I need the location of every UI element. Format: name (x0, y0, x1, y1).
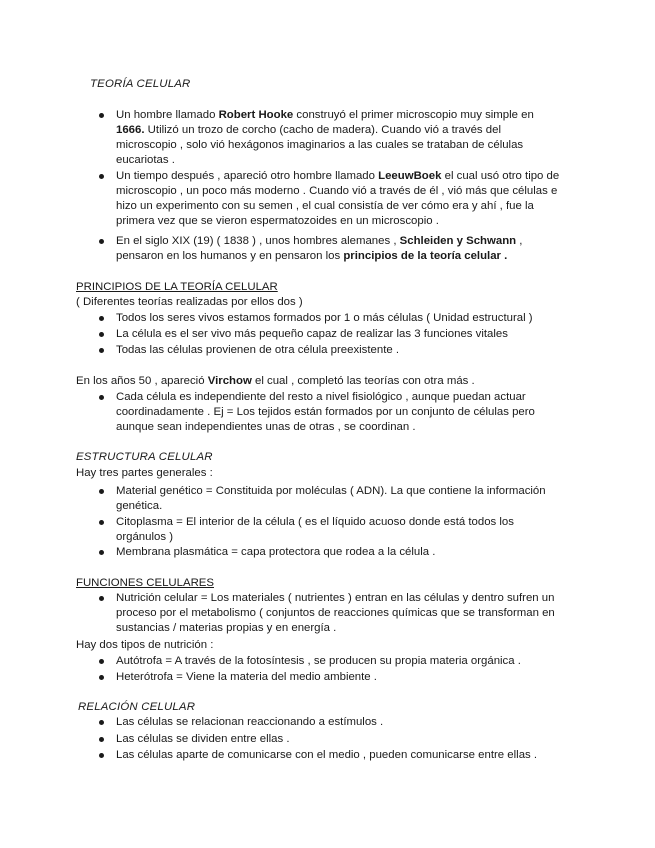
text: Un tiempo después , apareció otro hombre llamado (116, 170, 379, 182)
name-robert-hooke: Robert Hooke (218, 109, 294, 121)
bullet-icon (99, 239, 104, 244)
estructura-heading: ESTRUCTURA CELULAR (76, 451, 213, 463)
principio-item: Todas las células provienen de otra célula preexistente . (116, 344, 400, 356)
text: Citoplasma = El interior de la célula ( es el líquido acuoso donde está todos los (116, 516, 514, 528)
funciones-heading: FUNCIONES CELULARES (76, 577, 214, 589)
leeuwenhoek-paragraph (116, 169, 559, 229)
text: pensaron en los humanos y en pensaron los (116, 250, 344, 262)
text: eucariotas . (116, 154, 175, 166)
text: En los años 50 , apareció (76, 375, 208, 387)
bullet-icon (99, 489, 104, 494)
text: Nutrición celular = Los materiales ( nutrientes ) entran en las células y dentro sufren un (116, 592, 555, 604)
virchow-item (116, 390, 535, 435)
funciones-subtitle: Hay dos tipos de nutrición : (76, 639, 214, 651)
estructura-item (116, 484, 546, 514)
text: genética. (116, 500, 163, 512)
bullet-icon (99, 737, 104, 742)
nutricion-type: Heterótrofa = Viene la materia del medio ambiente . (116, 671, 377, 683)
text: , (516, 235, 523, 247)
text: microscopio , un poco más moderno . Cuando vió a través de él , vió más que células e (116, 185, 558, 197)
year-1666: 1666. (116, 124, 145, 136)
virchow-line (76, 374, 475, 389)
principios-subtitle: ( Diferentes teorías realizadas por ellos dos ) (76, 296, 303, 308)
bullet-icon (99, 174, 104, 179)
estructura-item (116, 515, 514, 545)
schleiden-paragraph (116, 234, 522, 264)
bullet-icon (99, 675, 104, 680)
bullet-icon (99, 659, 104, 664)
relacion-item: Las células aparte de comunicarse con el medio , pueden comunicarse entre ellas . (116, 749, 538, 761)
bullet-icon (99, 596, 104, 601)
principios-link-text: principios de la teoría celular . (343, 250, 508, 262)
text: hizo un experimento con su semen , el cual consistía de ver cómo era y ahí , fue la (116, 200, 534, 212)
text: el cual , completó las teorías con otra más . (251, 375, 475, 387)
bullet-icon (99, 550, 104, 555)
text: Cada célula es independiente del resto a nivel fisiológico , aunque puedan actuar (116, 391, 526, 403)
estructura-subtitle: Hay tres partes generales : (76, 467, 213, 479)
bullet-icon (99, 520, 104, 525)
name-schleiden-schwann: Schleiden y Schwann (399, 235, 517, 247)
relacion-item: Las células se dividen entre ellas . (116, 733, 290, 745)
bullet-icon (99, 753, 104, 758)
bullet-icon (99, 348, 104, 353)
bullet-icon (99, 720, 104, 725)
estructura-item: Membrana plasmática = capa protectora que rodea a la célula . (116, 546, 436, 558)
text: microscopio , solo vió hexágonos imaginarios a las cuales se trataban de células (116, 139, 524, 151)
bullet-icon (99, 332, 104, 337)
nutricion-type: Autótrofa = A través de la fotosíntesis , se producen su propia materia orgánica . (116, 655, 521, 667)
principio-item: La célula es el ser vivo más pequeño capaz de realizar las 3 funciones vitales (116, 328, 508, 340)
text: construyó el primer microscopio muy simple en (293, 109, 534, 121)
page-title: TEORÍA CELULAR (90, 78, 191, 90)
principios-heading: PRINCIPIOS DE LA TEORÍA CELULAR (76, 281, 278, 293)
funciones-item (116, 591, 555, 636)
text: Utilizó un trozo de corcho (cacho de madera). Cuando vió a través del (144, 124, 501, 136)
bullet-icon (99, 113, 104, 118)
name-leeuwboek: LeeuwBoek (378, 170, 442, 182)
text: aunque sean independientes unas de otras , se coordinan . (116, 421, 416, 433)
text: En el siglo XIX (19) ( 1838 ) , unos hombres alemanes , (116, 235, 400, 247)
bullet-icon (99, 316, 104, 321)
text: Un hombre llamado (116, 109, 219, 121)
principio-item: Todos los seres vivos estamos formados por 1 o más células ( Unidad estructural ) (116, 312, 533, 324)
text: sustancias / materias propias y en energía . (116, 622, 337, 634)
name-virchow: Virchow (207, 375, 252, 387)
bullet-icon (99, 395, 104, 400)
text: coordinadamente . Ej = Los tejidos están formados por un conjunto de células pero (116, 406, 535, 418)
text: el cual usó otro tipo de (441, 170, 560, 182)
text: primera vez que se vieron espermatozoides en un microscopio . (116, 215, 439, 227)
text: proceso por el metabolismo ( conjuntos de reacciones químicas que se transforman en (116, 607, 555, 619)
hooke-paragraph (116, 108, 534, 168)
text: Material genético = Constituida por moléculas ( ADN). La que contiene la información (116, 485, 546, 497)
text: orgánulos ) (116, 531, 173, 543)
relacion-heading: RELACIÓN CELULAR (78, 701, 196, 713)
relacion-item: Las células se relacionan reaccionando a estímulos . (116, 716, 384, 728)
